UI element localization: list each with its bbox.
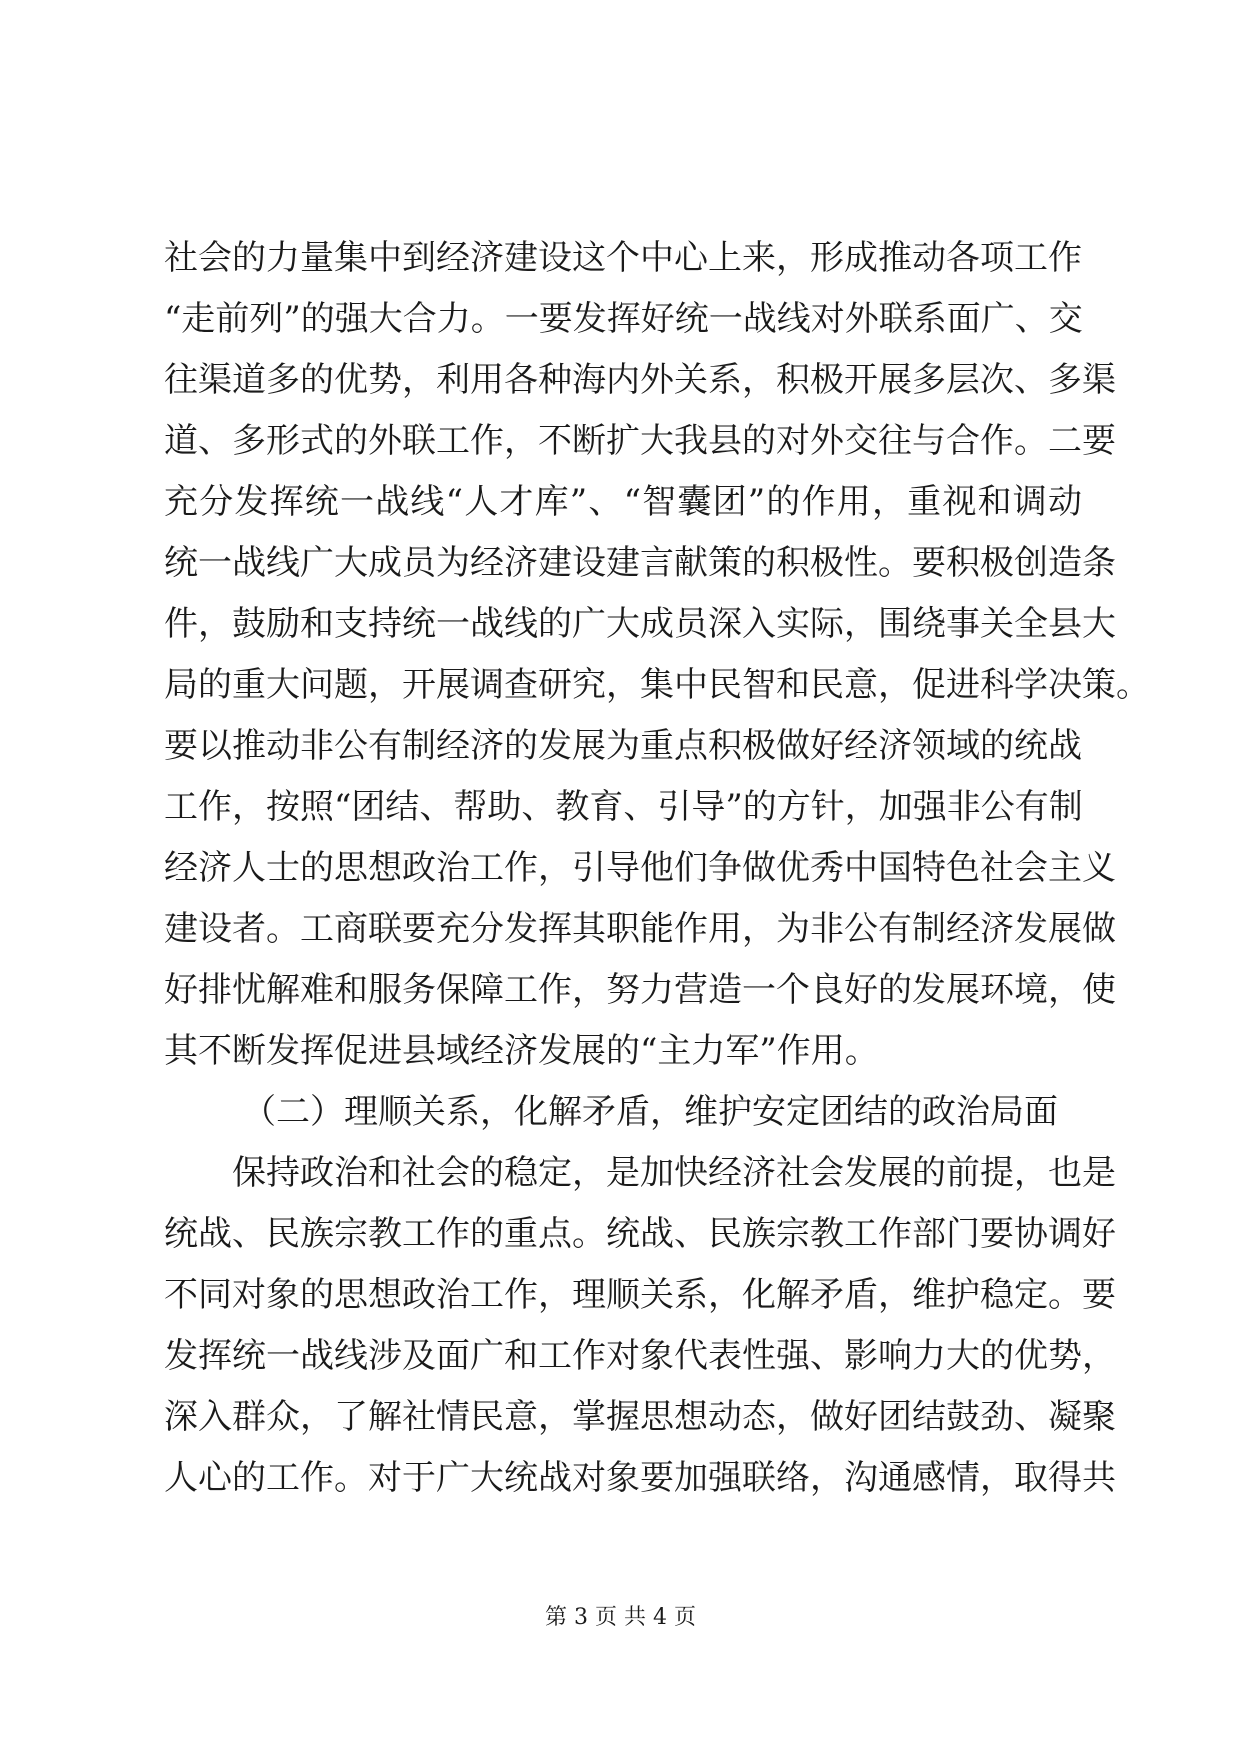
section-heading: （二）理顺关系，化解矛盾，维护安定团结的政治局面	[242, 1092, 1058, 1132]
body-text-line: 发挥统一战线涉及面广和工作对象代表性强、影响力大的优势，	[164, 1336, 1116, 1376]
body-text-line: 统战、民族宗教工作的重点。统战、民族宗教工作部门要协调好	[164, 1214, 1116, 1254]
body-text-line: 往渠道多的优势，利用各种海内外关系，积极开展多层次、多渠	[164, 360, 1116, 400]
body-text-line: 好排忧解难和服务保障工作，努力营造一个良好的发展环境，使	[164, 970, 1116, 1010]
body-text-line: 其不断发挥促进县域经济发展的“主力军”作用。	[164, 1031, 879, 1071]
body-text-line: 充分发挥统一战线“人才库”、“智囊团”的作用，重视和调动	[164, 482, 1082, 522]
body-text-line: “走前列”的强大合力。一要发挥好统一战线对外联系面广、交	[164, 299, 1083, 339]
body-text-line: 工作，按照“团结、帮助、教育、引导”的方针，加强非公有制	[164, 787, 1083, 827]
body-text-line: 人心的工作。对于广大统战对象要加强联络，沟通感情，取得共	[164, 1458, 1116, 1498]
body-text-line: 统一战线广大成员为经济建设建言献策的积极性。要积极创造条	[164, 543, 1116, 583]
document-body	[164, 228, 1150, 1509]
body-text-line: 局的重大问题，开展调查研究，集中民智和民意，促进科学决策。	[164, 665, 1150, 705]
body-text-line: 社会的力量集中到经济建设这个中心上来，形成推动各项工作	[164, 238, 1082, 278]
page-number: 第 3 页 共 4 页	[545, 1605, 696, 1630]
body-text-line: 经济人士的思想政治工作，引导他们争做优秀中国特色社会主义	[164, 848, 1116, 888]
body-text-line: 建设者。工商联要充分发挥其职能作用，为非公有制经济发展做	[164, 909, 1116, 949]
body-text-line: 件，鼓励和支持统一战线的广大成员深入实际，围绕事关全县大	[164, 604, 1116, 644]
body-text-line: 深入群众，了解社情民意，掌握思想动态，做好团结鼓劲、凝聚	[164, 1397, 1116, 1437]
paragraph-first-line: 保持政治和社会的稳定，是加快经济社会发展的前提，也是	[232, 1153, 1116, 1193]
page-footer	[0, 1600, 1241, 1631]
body-text-line: 不同对象的思想政治工作，理顺关系，化解矛盾，维护稳定。要	[164, 1275, 1116, 1315]
body-text-line: 要以推动非公有制经济的发展为重点积极做好经济领域的统战	[164, 726, 1082, 766]
body-text-line: 道、多形式的外联工作，不断扩大我县的对外交往与合作。二要	[164, 421, 1116, 461]
